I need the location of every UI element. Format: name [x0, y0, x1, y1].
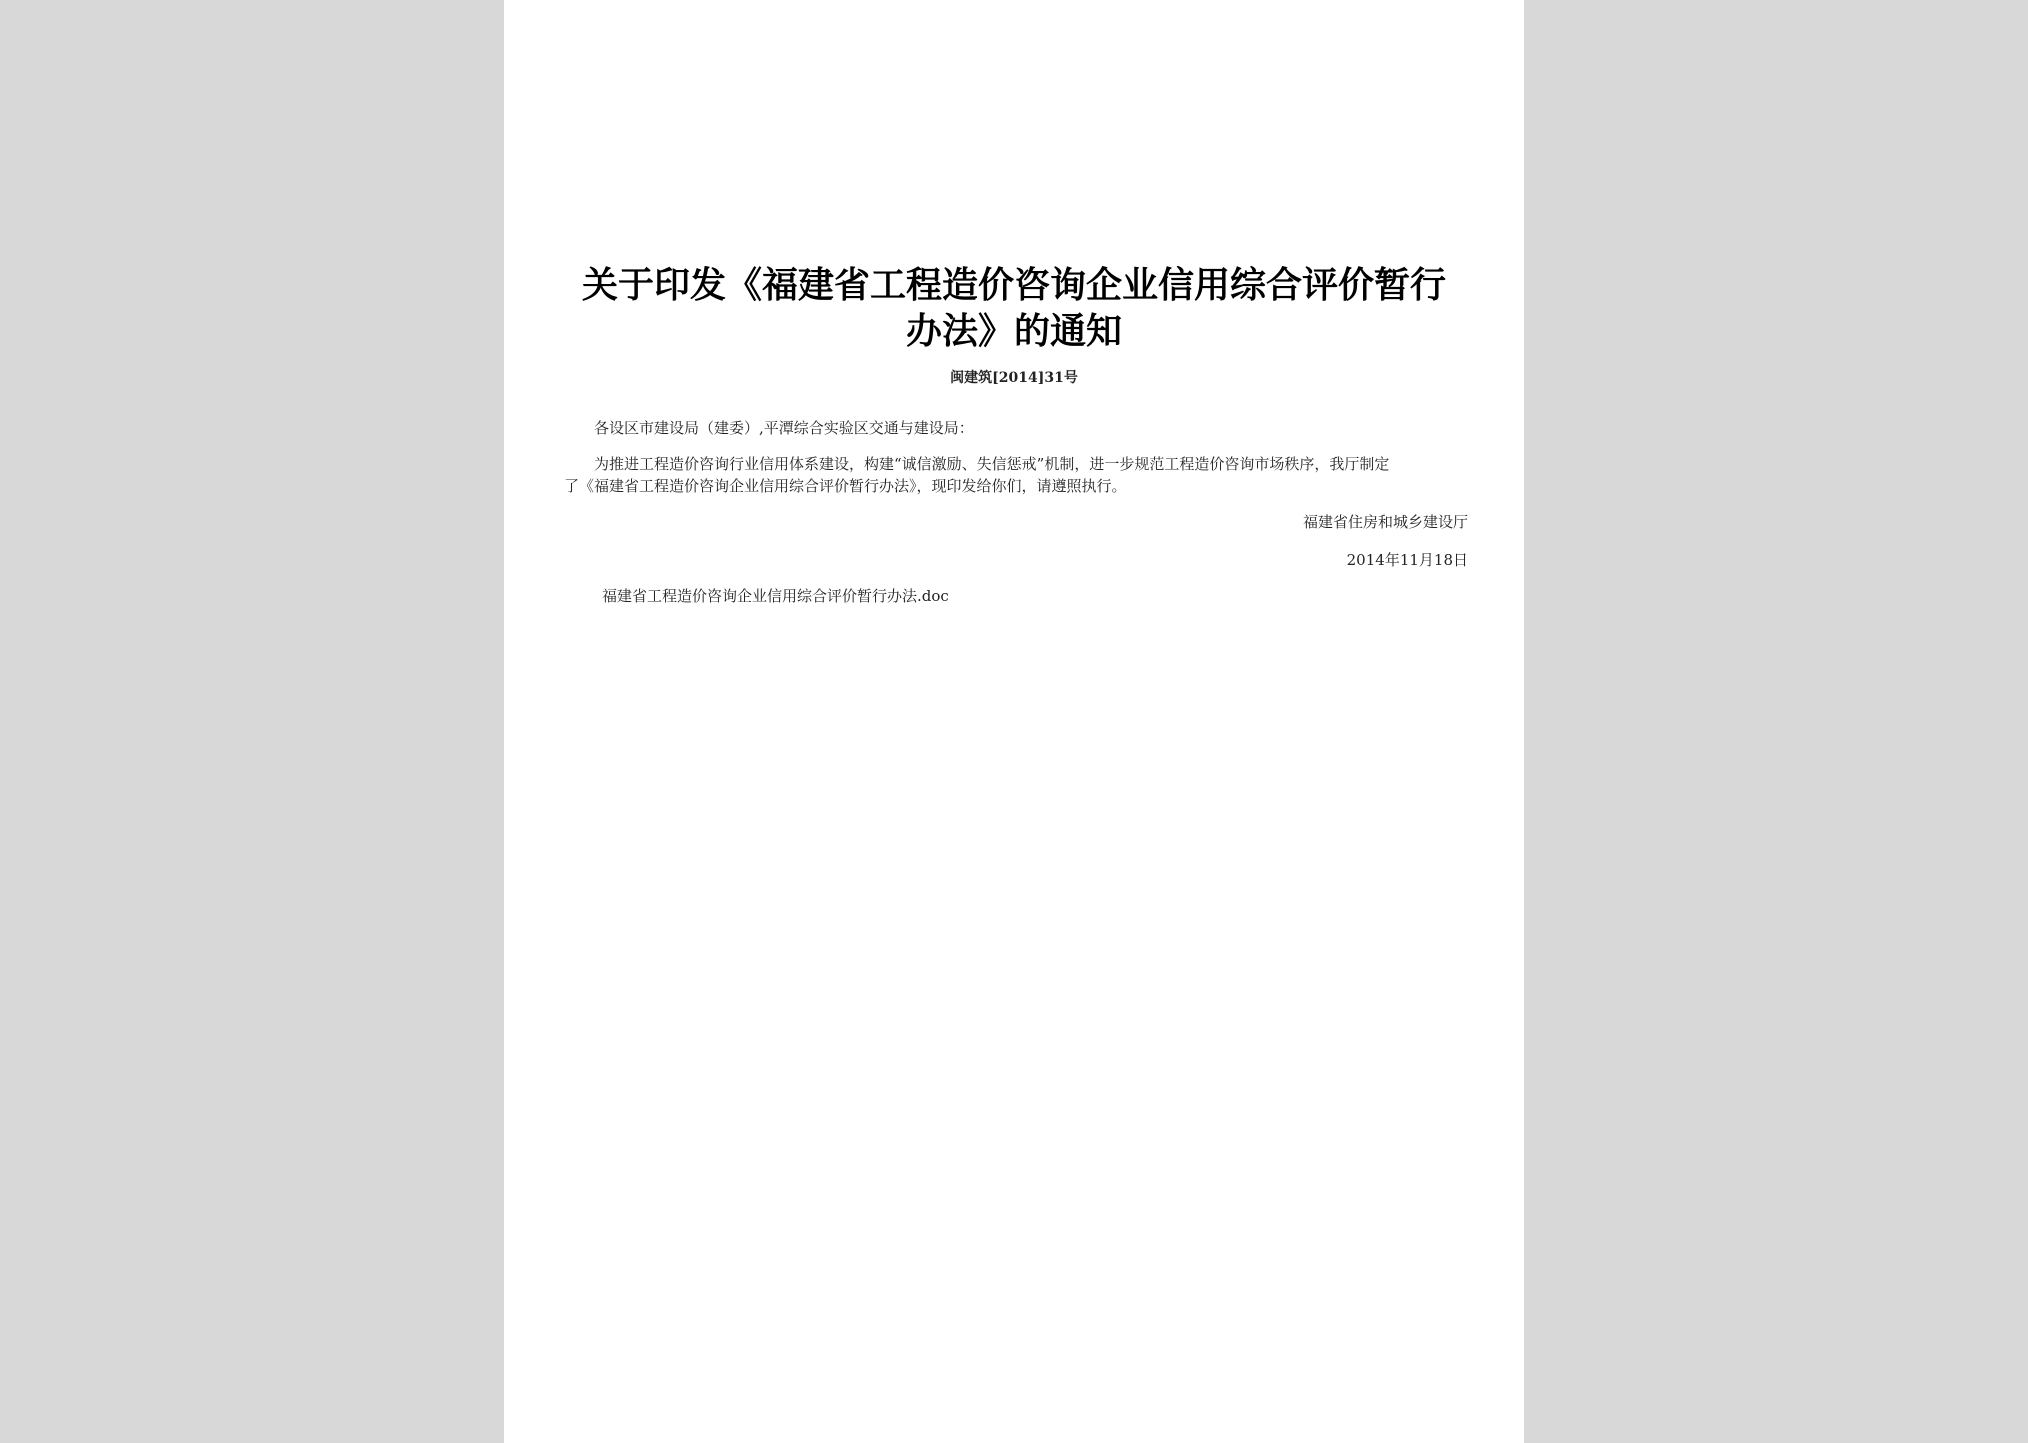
- salutation: 各设区市建设局（建委）,平潭综合实验区交通与建设局：: [594, 419, 974, 437]
- body-line-2: 了《福建省工程造价咨询企业信用综合评价暂行办法》，现印发给你们，请遵照执行。: [564, 477, 1127, 495]
- attachment-link[interactable]: 福建省工程造价咨询企业信用综合评价暂行办法.doc: [602, 587, 949, 605]
- document-title: [564, 262, 1464, 354]
- issue-date: 2014年11月18日: [1346, 551, 1468, 569]
- document-number: 闽建筑[2014]31号: [950, 370, 1078, 386]
- issuer-signature: 福建省住房和城乡建设厅: [1302, 513, 1468, 531]
- title-line-2: 办法》的通知: [905, 310, 1122, 352]
- document-page: [504, 0, 1524, 1443]
- body-paragraph: [564, 453, 1468, 497]
- title-line-1: 关于印发《福建省工程造价咨询企业信用综合评价暂行: [581, 264, 1446, 306]
- body-line-1: 为推进工程造价咨询行业信用体系建设，构建“诚信激励、失信惩戒”机制，进一步规范工程造价咨询市场秩序，我厅制定: [594, 455, 1390, 473]
